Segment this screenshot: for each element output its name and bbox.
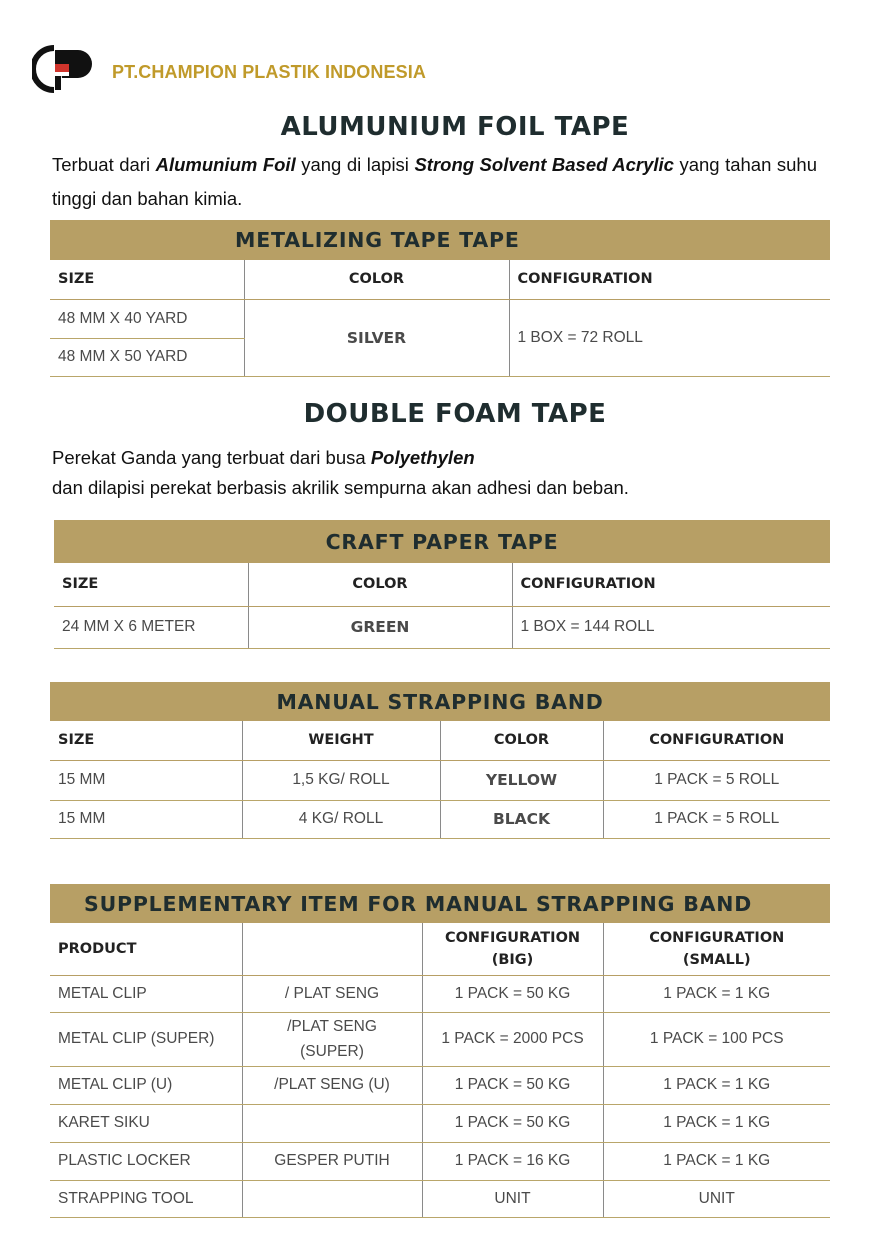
size-cell: 15 MM xyxy=(50,800,242,838)
craft-table xyxy=(54,520,830,649)
size-cell: 15 MM xyxy=(50,760,242,800)
col-configuration: CONFIGURATION xyxy=(603,721,830,760)
product-cell: METAL CLIP (SUPER) xyxy=(50,1012,242,1066)
product-cell: METAL CLIP xyxy=(50,975,242,1012)
big-config-cell: 1 PACK = 50 KG xyxy=(422,1104,603,1142)
metalizing-table xyxy=(50,220,830,377)
variant-cell: /PLAT SENG (U) xyxy=(242,1066,422,1104)
variant-cell xyxy=(242,1180,422,1217)
color-cell: BLACK xyxy=(440,800,603,838)
small-config-cell: 1 PACK = 100 PCS xyxy=(603,1012,830,1066)
variant-cell: /PLAT SENG (SUPER) xyxy=(242,1012,422,1066)
big-config-cell: 1 PACK = 2000 PCS xyxy=(422,1012,603,1066)
foil-description: Terbuat dari Alumunium Foil yang di lapisi Strong Solvent Based Acrylic yang tahan suhu tinggi dan bahan kimia. xyxy=(52,154,817,209)
size-cell: 24 MM X 6 METER xyxy=(54,606,248,648)
small-config-cell: 1 PACK = 1 KG xyxy=(603,1142,830,1180)
foil-title: ALUMUNIUM FOIL TAPE xyxy=(280,112,630,142)
color-cell: GREEN xyxy=(248,606,512,648)
weight-cell: 1,5 KG/ ROLL xyxy=(242,760,440,800)
col-configuration-big: CONFIGURATION (BIG) xyxy=(422,923,603,975)
configuration-cell: 1 BOX = 72 ROLL xyxy=(509,299,830,376)
variant-cell xyxy=(242,1104,422,1142)
col-configuration: CONFIGURATION xyxy=(512,563,830,606)
variant-cell: / PLAT SENG xyxy=(242,975,422,1012)
col-configuration: CONFIGURATION xyxy=(509,260,830,299)
col-variant xyxy=(242,923,422,975)
product-cell: KARET SIKU xyxy=(50,1104,242,1142)
size-cell: 48 MM X 40 YARD xyxy=(50,299,244,338)
big-config-cell: 1 PACK = 16 KG xyxy=(422,1142,603,1180)
col-size: SIZE xyxy=(54,563,248,606)
strapping-table xyxy=(50,682,830,839)
col-size: SIZE xyxy=(50,721,242,760)
small-config-cell: 1 PACK = 1 KG xyxy=(603,1104,830,1142)
strapping-heading: MANUAL STRAPPING BAND xyxy=(50,682,830,721)
metalizing-heading: METALIZING TAPE TAPE xyxy=(50,220,830,260)
configuration-cell: 1 PACK = 5 ROLL xyxy=(603,760,830,800)
product-cell: STRAPPING TOOL xyxy=(50,1180,242,1217)
weight-cell: 4 KG/ ROLL xyxy=(242,800,440,838)
big-config-cell: 1 PACK = 50 KG xyxy=(422,975,603,1012)
foam-title: DOUBLE FOAM TAPE xyxy=(303,399,607,429)
configuration-cell: 1 BOX = 144 ROLL xyxy=(512,606,830,648)
color-cell: YELLOW xyxy=(440,760,603,800)
small-config-cell: UNIT xyxy=(603,1180,830,1217)
supplementary-table xyxy=(50,884,830,1218)
supplementary-heading: SUPPLEMENTARY ITEM FOR MANUAL STRAPPING BAND xyxy=(50,884,830,923)
big-config-cell: 1 PACK = 50 KG xyxy=(422,1066,603,1104)
col-product: PRODUCT xyxy=(50,923,242,975)
col-color: COLOR xyxy=(248,563,512,606)
col-configuration-small: CONFIGURATION (SMALL) xyxy=(603,923,830,975)
size-cell: 48 MM X 50 YARD xyxy=(50,338,244,376)
company-logo xyxy=(32,44,98,94)
craft-heading: CRAFT PAPER TAPE xyxy=(54,520,830,563)
product-cell: METAL CLIP (U) xyxy=(50,1066,242,1104)
col-size: SIZE xyxy=(50,260,244,299)
col-color: COLOR xyxy=(244,260,509,299)
small-config-cell: 1 PACK = 1 KG xyxy=(603,975,830,1012)
company-name: PT.CHAMPION PLASTIK INDONESIA xyxy=(112,62,426,82)
configuration-cell: 1 PACK = 5 ROLL xyxy=(603,800,830,838)
product-cell: PLASTIC LOCKER xyxy=(50,1142,242,1180)
col-color: COLOR xyxy=(440,721,603,760)
big-config-cell: UNIT xyxy=(422,1180,603,1217)
col-weight: WEIGHT xyxy=(242,721,440,760)
small-config-cell: 1 PACK = 1 KG xyxy=(603,1066,830,1104)
variant-cell: GESPER PUTIH xyxy=(242,1142,422,1180)
color-cell: SILVER xyxy=(244,299,509,376)
foam-description: Perekat Ganda yang terbuat dari busa Polyethylen dan dilapisi perekat berbasis akrilik sempurna akan adhesi dan beban. xyxy=(52,447,629,498)
